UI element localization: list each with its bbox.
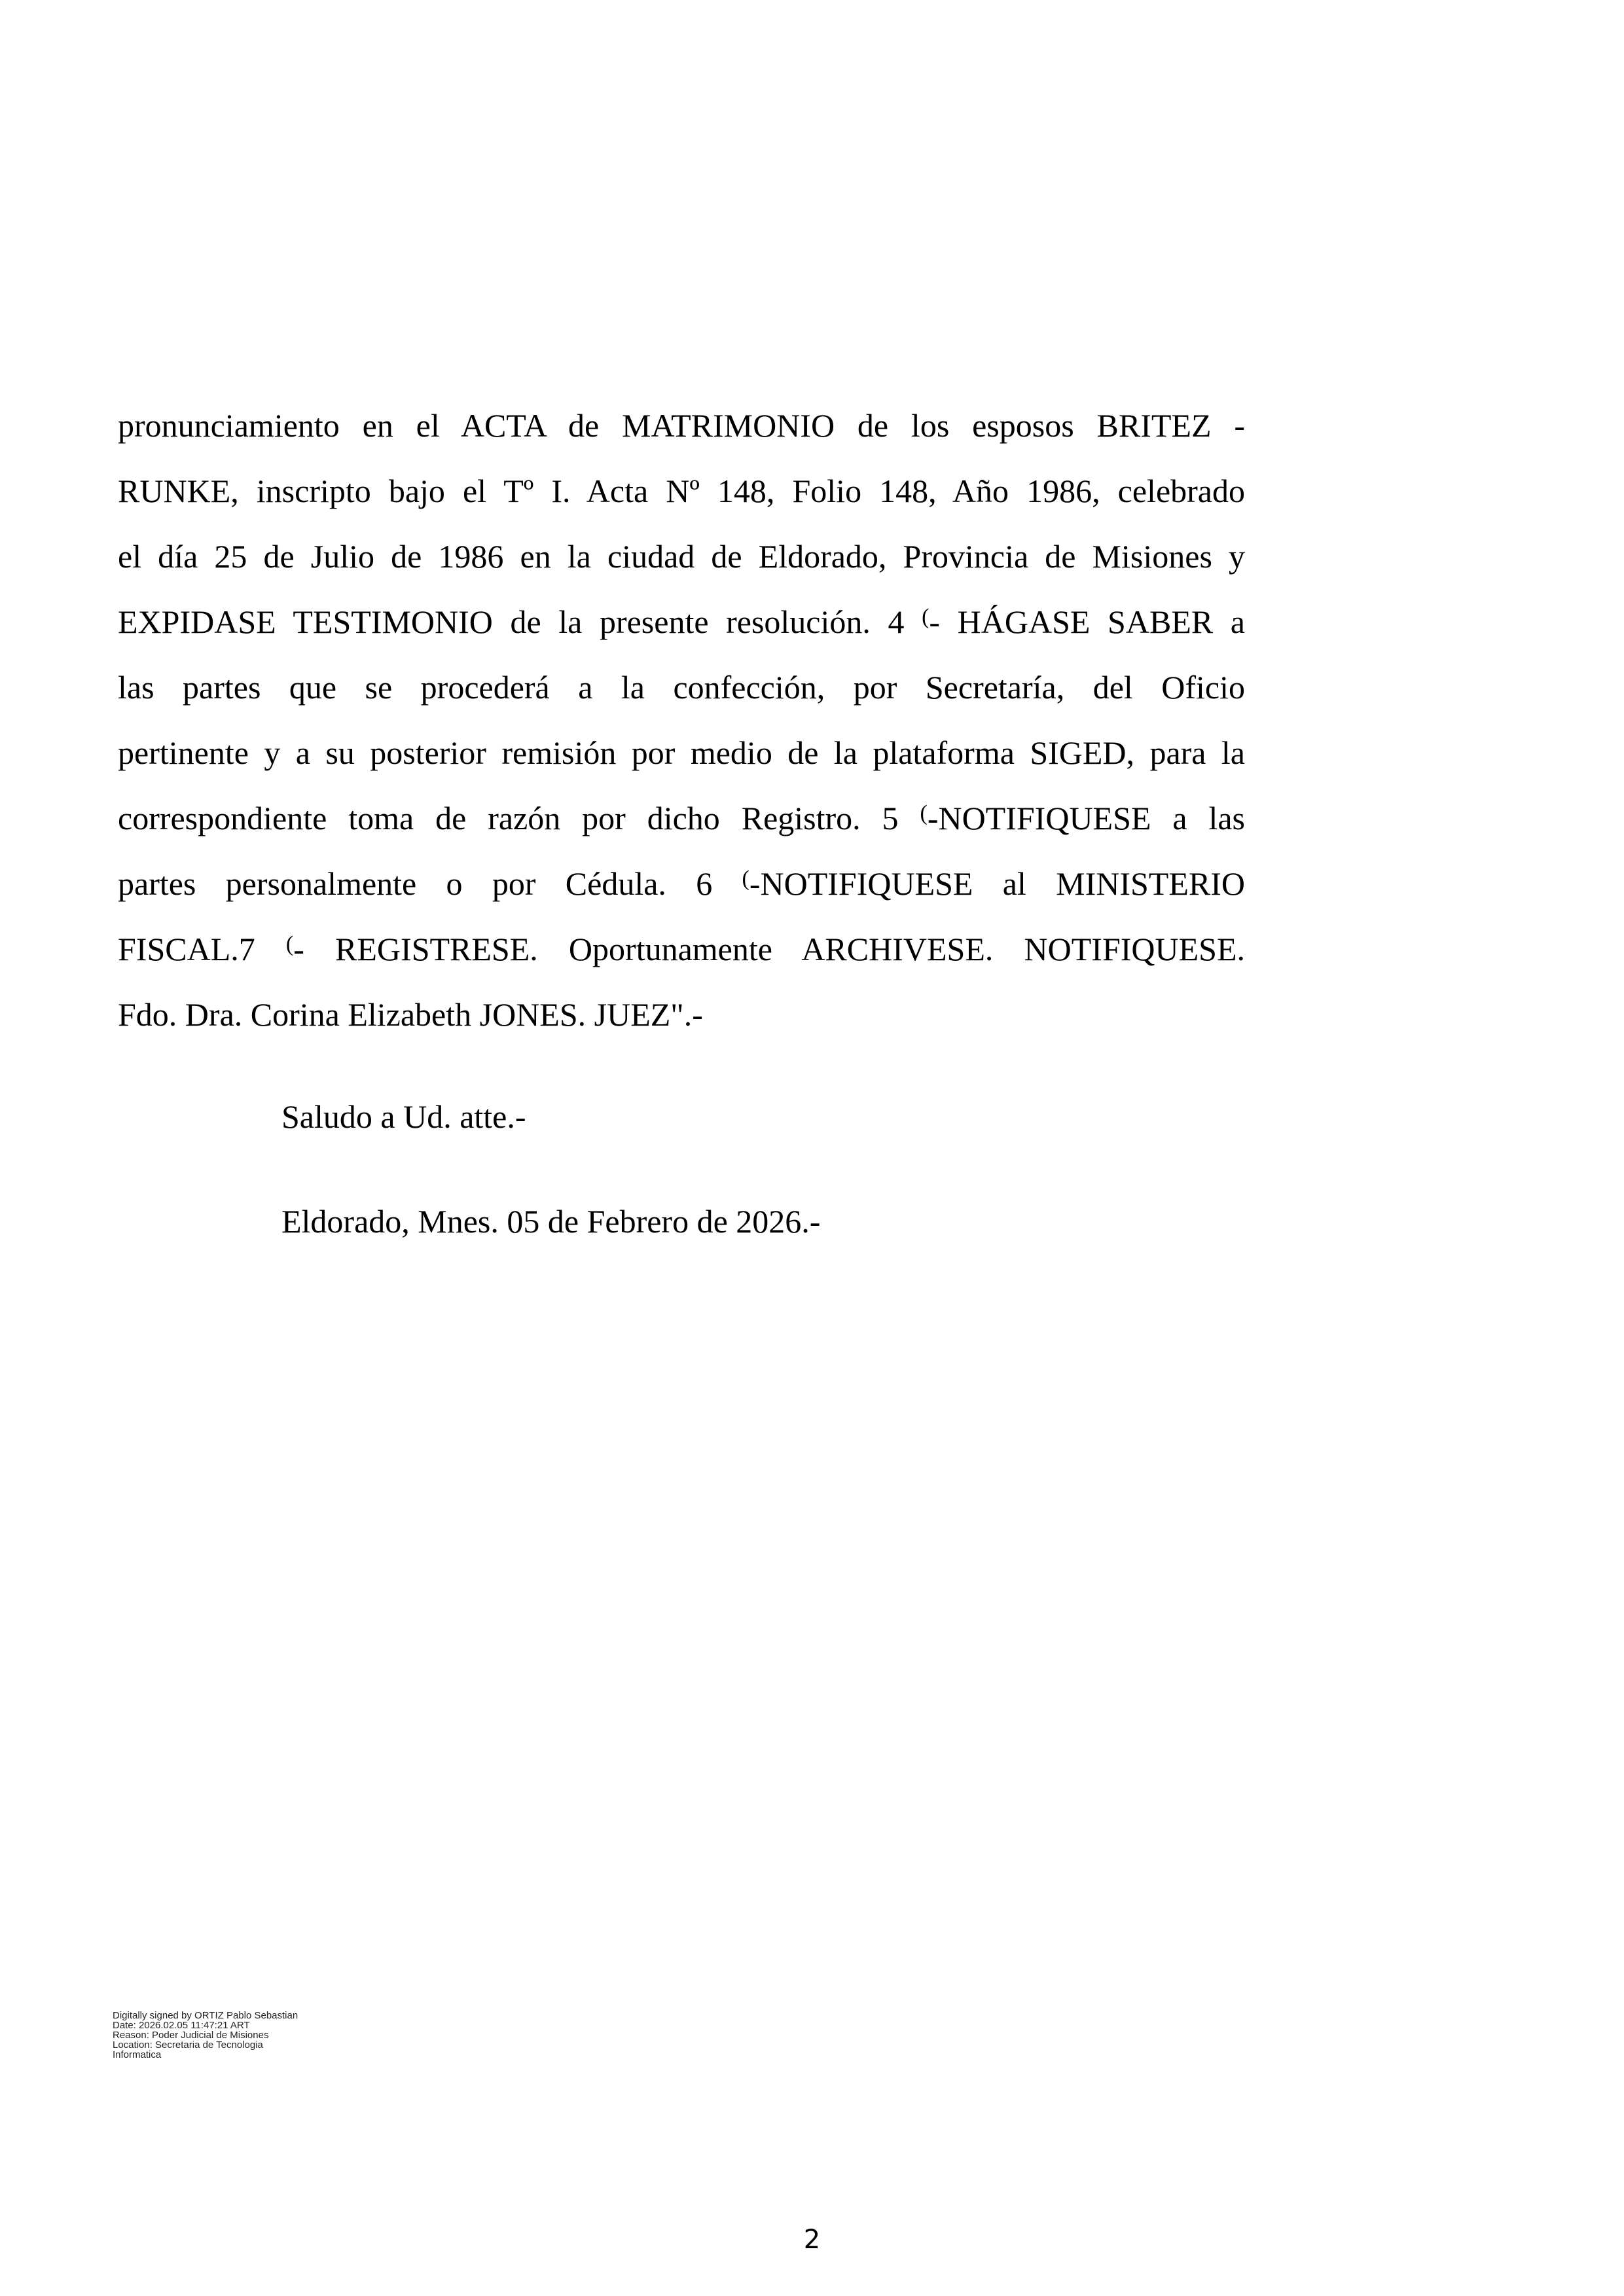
body-line-1: pronunciamiento en el ACTA de MATRIMONIO de los esposos BRITEZ -: [118, 407, 1245, 444]
signature-reason: Reason: Poder Judicial de Misiones: [113, 2030, 269, 2041]
page-number: 2: [803, 2225, 821, 2255]
body-line-5: las partes que se procederá a la confección, por Secretaría, del Oficio: [118, 669, 1245, 706]
digital-signature-block: [113, 2011, 298, 2060]
body-line-9: FISCAL.7 (- REGISTRESE. Oportunamente ARCHIVESE. NOTIFIQUESE.: [118, 931, 1246, 967]
superscript-mark: (: [742, 867, 749, 891]
body-line-4: EXPIDASE TESTIMONIO de la presente resolución. 4 (- HÁGASE SABER a: [118, 603, 1245, 640]
body-line-2: RUNKE, inscripto bajo el Tº I. Acta Nº 148, Folio 148, Año 1986, celebrado: [118, 473, 1245, 509]
closing-greeting: Saludo a Ud. atte.-: [281, 1098, 526, 1135]
body-line-10: Fdo. Dra. Corina Elizabeth JONES. JUEZ".-: [118, 996, 703, 1033]
body-line-3: el día 25 de Julio de 1986 en la ciudad de Eldorado, Provincia de Misiones y: [118, 538, 1245, 575]
signature-signer: Digitally signed by ORTIZ Pablo Sebastian: [113, 2010, 298, 2021]
superscript-mark: (: [920, 801, 928, 825]
place-and-date: Eldorado, Mnes. 05 de Febrero de 2026.-: [281, 1203, 821, 1240]
signature-location: Location: Secretaria de Tecnologia: [113, 2039, 263, 2051]
body-line-8: partes personalmente o por Cédula. 6 (-NOTIFIQUESE al MINISTERIO: [118, 865, 1245, 902]
body-line-6: pertinente y a su posterior remisión por medio de la plataforma SIGED, para la: [118, 734, 1245, 771]
body-line-7: correspondiente toma de razón por dicho Registro. 5 (-NOTIFIQUESE a las: [118, 800, 1245, 836]
body-paragraph: [118, 393, 1245, 1047]
superscript-mark: (: [922, 605, 929, 629]
superscript-mark: (: [285, 932, 294, 956]
signature-date: Date: 2026.02.05 11:47:21 ART: [113, 2020, 250, 2031]
signature-location-cont: Informatica: [113, 2049, 162, 2060]
